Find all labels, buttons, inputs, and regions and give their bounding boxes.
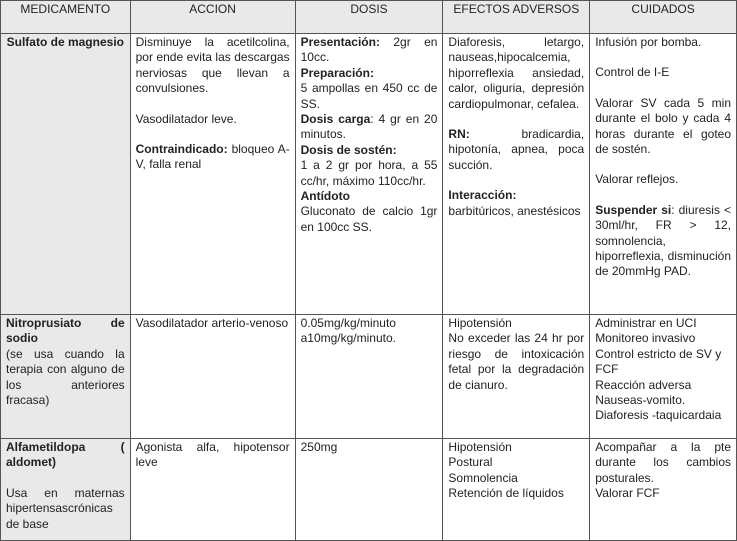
efectos-text: Postural: [448, 455, 493, 470]
dosis-text: Presentación: 2gr en 10cc.: [300, 35, 438, 65]
efectos-text: Somnolencia: [448, 470, 518, 485]
dosis-text: Dosis de sostén:: [300, 142, 397, 157]
med-note: Usa en maternas hipertensascrónicas de base: [6, 485, 125, 531]
cuidados-text: Diaforesis -taquicardaia: [595, 408, 722, 423]
dosis-text: Gluconato de calcio 1gr en 100cc SS.: [300, 204, 438, 234]
efectos-text: barbitúricos, anestésicos: [448, 203, 581, 218]
dosis-cell: [295, 439, 443, 541]
medicamento-cell: [1, 439, 131, 541]
efectos-text: RN: bradicardia, hipotonía, apnea, poca succión.: [448, 127, 585, 172]
accion-cell: [130, 315, 295, 439]
table-row: [1, 34, 737, 315]
med-name: Alfametildopa ( aldomet): [6, 440, 125, 470]
accion-text: Contraindicado: bloqueo A-V, falla renal: [135, 142, 290, 172]
cuidados-text: Valorar reflejos.: [595, 172, 679, 187]
cuidados-text: Infusión por bomba.: [595, 35, 702, 49]
efectos-cell: [443, 34, 590, 315]
medicamento-cell: [1, 315, 131, 439]
cuidados-text: Control estricto de SV y FCF: [595, 346, 722, 377]
dosis-text: 1 a 2 gr por hora, a 55 cc/hr, máximo 110cc/hr.: [300, 158, 438, 188]
accion-text: Disminuye la acetilcolina, por ende evita las descargas nerviosas que llevan a convulsiones.: [135, 35, 290, 96]
cuidados-text: Administrar en UCI: [595, 316, 697, 330]
header-cuidados: CUIDADOS: [590, 1, 737, 34]
accion-text: Agonista alfa, hipotensor leve: [135, 440, 290, 470]
dosis-text: Antídoto: [300, 189, 350, 204]
cuidados-cell: [590, 439, 737, 541]
table-row: [1, 315, 737, 439]
header-medicamento: MEDICAMENTO: [1, 1, 131, 34]
med-note: (se usa cuando la terapia con alguno de los anteriores fracasa): [6, 346, 125, 408]
header-accion: ACCION: [130, 1, 295, 34]
cuidados-text: Reacción adversa Nauseas-vomito.: [595, 377, 692, 408]
dosis-cell: [295, 34, 443, 315]
dosis-text: 0.05mg/kg/minuto a10mg/kg/minuto.: [300, 316, 396, 346]
header-efectos: EFECTOS ADVERSOS: [443, 1, 590, 34]
efectos-cell: [443, 315, 590, 439]
efectos-cell: [443, 439, 590, 541]
efectos-text: Retención de líquidos: [448, 486, 564, 501]
header-row: [1, 1, 737, 34]
efectos-text: No exceder las 24 hr por riesgo de intoxicación fetal por la degradación de cianuro.: [448, 331, 585, 392]
med-name: Sulfato de magnesio: [6, 35, 124, 49]
dosis-text: 5 ampollas en 450 cc de SS.: [300, 81, 438, 111]
cuidados-text: Control de I-E: [595, 65, 670, 80]
cuidados-text: Suspender si: diuresis < 30ml/hr, FR > 12, somnolencia, hiporreflexia, disminución de 20mmHg PAD.: [595, 202, 732, 279]
dosis-text: Preparación:: [300, 65, 374, 80]
accion-cell: [130, 439, 295, 541]
efectos-text: Hipotensión: [448, 440, 512, 454]
medicamento-cell: [1, 34, 131, 315]
dosis-text: 250mg: [300, 440, 338, 454]
cuidados-cell: [590, 315, 737, 439]
cuidados-text: Monitoreo invasivo: [595, 331, 696, 346]
cuidados-text: Valorar FCF: [595, 486, 660, 501]
efectos-text: Diaforesis, letargo, nauseas,hipocalcemia, hiporreflexia ansiedad, calor, oliguria, depresión cardiopulmonar, cefalea.: [448, 35, 585, 111]
dosis-text: Dosis carga: 4 gr en 20 minutos.: [300, 112, 438, 142]
med-name: Nitroprusiato de sodio: [6, 316, 125, 346]
cuidados-text: Valorar SV cada 5 min durante el bolo y cada 4 horas durante el goteo de sostén.: [595, 95, 731, 157]
accion-text: Vasodilatador leve.: [135, 111, 237, 126]
efectos-text: Interacción:: [448, 188, 517, 203]
dosis-cell: [295, 315, 443, 439]
accion-text: Vasodilatador arterio-venoso: [135, 316, 289, 330]
table-row: [1, 439, 737, 541]
header-dosis: DOSIS: [295, 1, 443, 34]
cuidados-text: Acompañar a la pte durante los cambios posturales.: [595, 440, 731, 485]
accion-cell: [130, 34, 295, 315]
efectos-text: Hipotensión: [448, 316, 512, 330]
cuidados-cell: [590, 34, 737, 315]
